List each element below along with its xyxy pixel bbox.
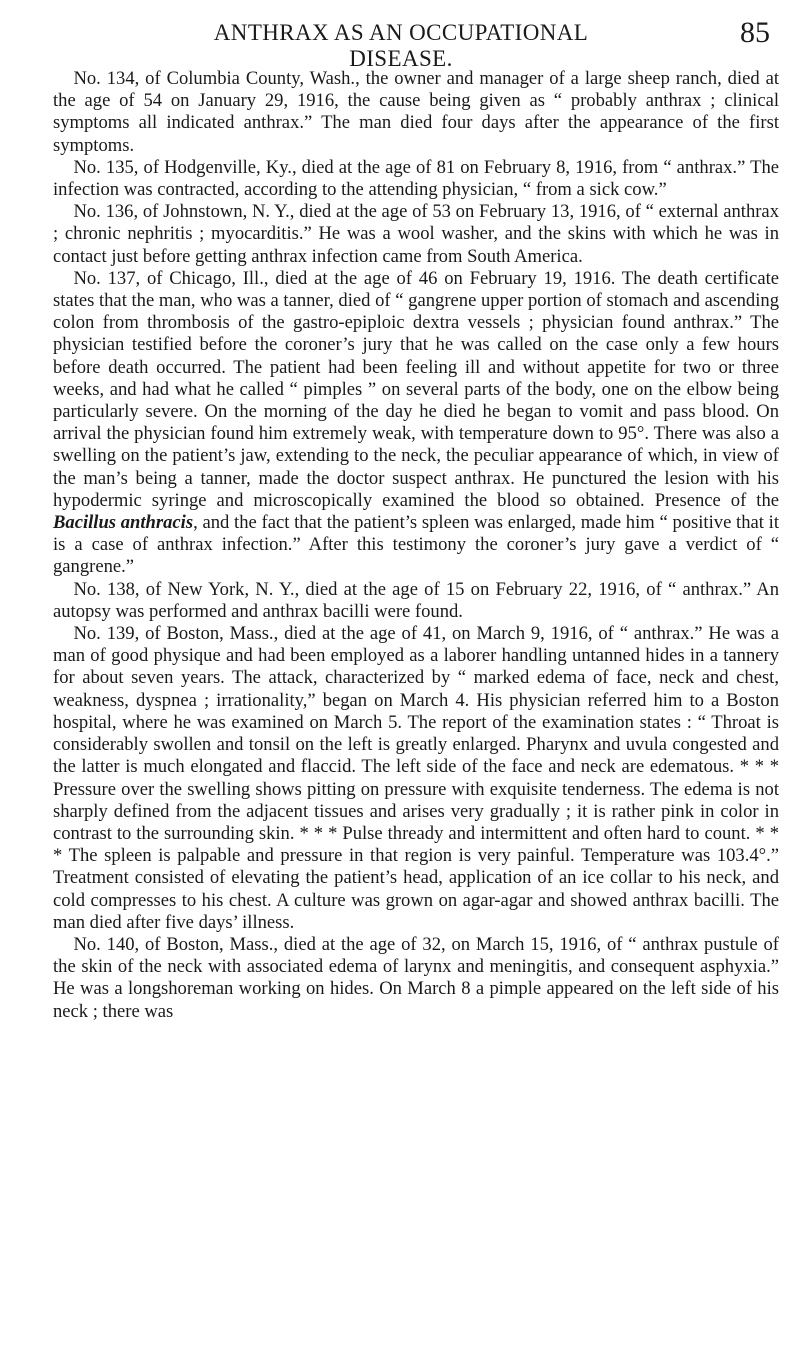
case-paragraph-135: No. 135, of Hodgenville, Ky., died at the age of 81 on February 8, 1916, from “ anthrax.” The infection was contracted, according to the attending physician, “ from a sick cow.” bbox=[53, 156, 779, 201]
case-paragraph-140: No. 140, of Boston, Mass., died at the age of 32, on March 15, 1916, of “ anthrax pustule of the skin of the neck with associated edema of larynx and meningitis, and consequent asphyxia.” He was a longshoreman working on hides. On March 8 a pimple appeared on the left side of his neck ; there was bbox=[53, 933, 779, 1022]
case-137-text-end: , and the fact that the patient’s spleen was enlarged, made him “ positive that it is a case of anthrax infection.” After this testimony the coroner’s jury gave a verdict of “ gangrene.” bbox=[53, 512, 779, 578]
case-paragraph-136: No. 136, of Johnstown, N. Y., died at the age of 53 on February 13, 1916, of “ external anthrax ; chronic nephritis ; myocarditis.” He was a wool washer, and the skins with which he was in contact just before getting anthrax infection came from South America. bbox=[53, 201, 779, 267]
case-paragraph-139: No. 139, of Boston, Mass., died at the age of 41, on March 9, 1916, of “ anthrax.” He was a man of good physique and had been employed as a laborer handling untanned hides in a tannery for about seven years. The attack, characterized by “ marked edema of face, neck and chest, weakness, dyspnea ; irrationality,” began on March 4. His physician referred him to a Boston hospital, where he was examined on March 5. The report of the examination states : “ Throat is considerably swollen and tonsil on the left is greatly enlarged. Pharynx and uvula congested and the latter is much elongated and flaccid. The left side of the face and neck are edematous. * * * Pressure over the swelling shows pitting on pressure with exquisite tenderness. The edema is not sharply defined from the adjacent tissues and arises very gradually ; it is rather pink in color in contrast to the surrounding skin. * * * Pulse thready and intermittent and often hard to count. * * * The spleen is palpable and pressure in that region is very painful. Temperature was 103.4°.” Treatment consisted of elevating the patient’s head, application of an ice collar to his neck, and cold compresses to his chest. A culture was grown on agar-agar and showed anthrax bacilli. The man died after five days’ illness. bbox=[53, 623, 779, 933]
page-number: 85 bbox=[740, 16, 770, 49]
case-paragraph-138: No. 138, of New York, N. Y., died at the age of 15 on February 22, 1916, of “ anthrax.” An autopsy was performed and anthrax bacilli were found. bbox=[53, 578, 779, 622]
case-paragraph-134: No. 134, of Columbia County, Wash., the owner and manager of a large sheep ranch, died at the age of 54 on January 29, 1916, the cause being given as “ probably anthrax ; clinical symptoms all indicated anthrax.” The man died four days after the appearance of the first symptoms. bbox=[53, 68, 779, 156]
running-title: ANTHRAX AS AN OCCUPATIONAL DISEASE. bbox=[213, 20, 589, 71]
body-text bbox=[53, 68, 779, 1023]
case-paragraph-137 bbox=[53, 268, 779, 579]
bacillus-name: Bacillus anthracis bbox=[53, 512, 194, 534]
case-137-text-start: No. 137, of Chicago, Ill., died at the age of 46 on February 19, 1916. The death certificate states that the man, who was a tanner, died of “ gangrene upper portion of stomach and ascending colon from thrombosis of the gastro-epiploic dextra vessels ; physician found anthrax.” The physician testified before the coroner’s jury that he was called on the case only a few hours before death occurred. The patient had been feeling ill and without appetite for two or three weeks, and had what he called “ pimples ” on several parts of the body, one on the elbow being particularly severe. On the morning of the day he died he began to vomit and pass blood. On arrival the physician found him extremely weak, with temperature down to 95°. There was also a swelling on the patient’s jaw, extending to the neck, the peculiar appearance of which, in view of the man’s being a tanner, made the doctor suspect anthrax. He punctured the lesion with his hypodermic syringe and microscopically examined the blood so obtained. Presence of the bbox=[53, 267, 779, 511]
